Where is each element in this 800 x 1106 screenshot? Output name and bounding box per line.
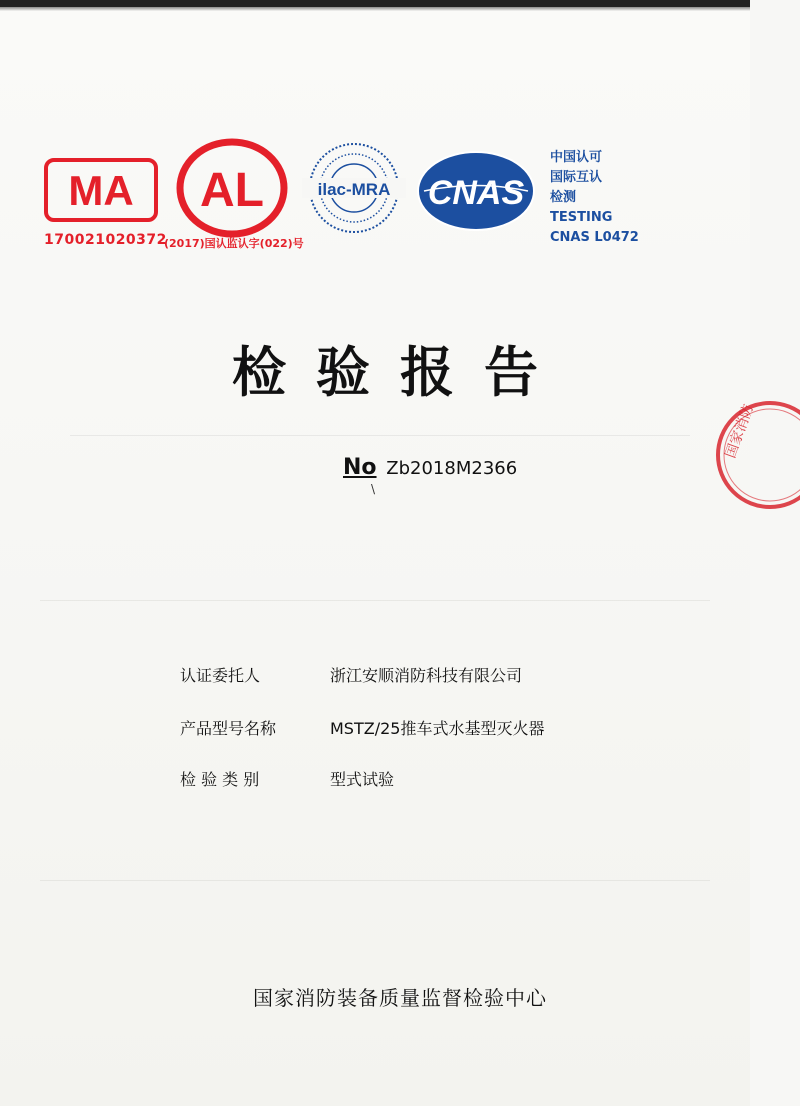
scan-edge-shadow [0,0,750,7]
scan-artifact [70,435,690,436]
stray-pen-mark: \ [371,482,376,496]
cal-number: (2017)国认监认字(022)号 [164,237,304,250]
scan-artifact [40,880,710,881]
field-value: 浙江安顺消防科技有限公司 [330,666,523,685]
cnas-line-4: TESTING [550,210,613,225]
cnas-logo-text: CNAS [427,174,525,212]
cnas-line-5: CNAS L0472 [550,230,639,245]
cnas-line-2: 国际互认 [550,170,603,185]
red-seal-stamp [700,395,780,515]
field-label: 检 验 类 别 [180,770,260,789]
cma-number: 170021020372 [44,232,167,248]
number-symbol: No [343,455,377,480]
cal-logo-text: AL [200,164,264,217]
field-value: MSTZ/25推车式水基型灭火器 [330,719,545,738]
ilac-mra-logo [300,141,408,235]
cal-logo [176,138,288,238]
report-number [343,455,517,480]
cnas-accreditation-block [550,148,639,248]
report-number-value: Zb2018M2366 [386,458,518,479]
ilac-mra-logo-text: ilac-MRA [317,180,391,199]
cma-logo [44,158,158,222]
cma-logo-text: MA [68,167,134,214]
field-label: 认证委托人 [180,666,261,685]
field-value: 型式试验 [330,770,395,789]
scan-edge-fade [0,7,750,11]
cnas-line-1: 中国认可 [550,150,603,165]
field-label: 产品型号名称 [180,719,277,738]
issuing-organization: 国家消防装备质量监督检验中心 [253,986,547,1010]
cnas-line-3: 检测 [550,190,577,205]
cnas-logo [416,150,536,232]
scan-artifact [40,600,710,601]
report-title: 检验报告 [232,341,568,404]
seal-text: 国家消防 [722,402,757,461]
